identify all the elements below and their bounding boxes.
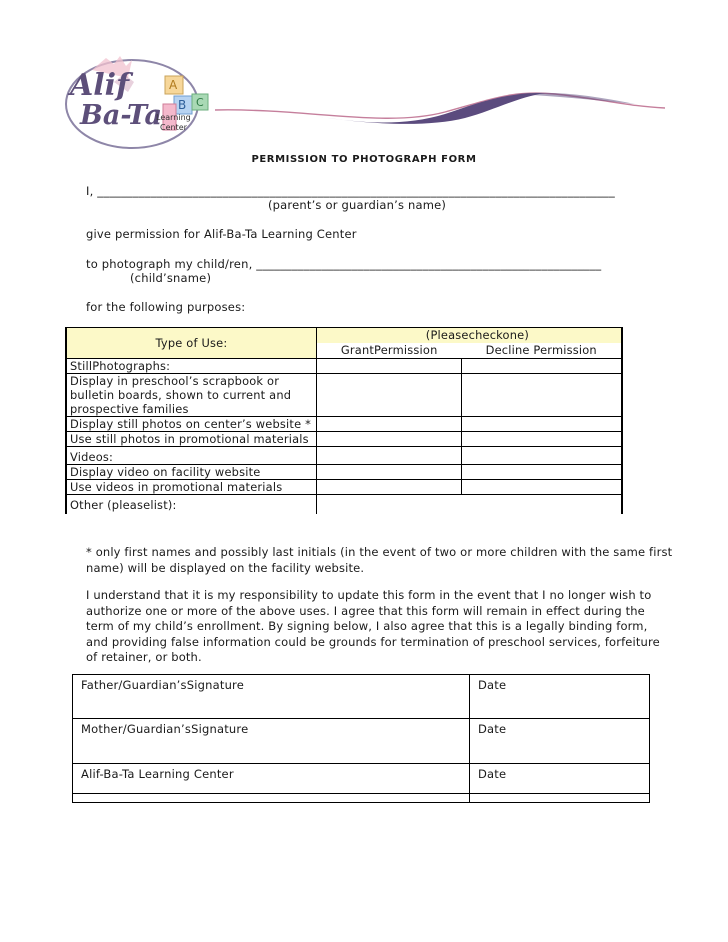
agreement-line5: of retainer, or both. [86, 650, 202, 665]
father-signature-label: Father/Guardian’sSignature [81, 678, 245, 692]
grant-checkbox-still-promo[interactable] [316, 432, 461, 447]
purposes-label: for the following purposes: [86, 300, 246, 314]
decline-checkbox-scrapbook[interactable] [461, 374, 622, 417]
permission-statement: give permission for Alif-Ba-Ta Learning Center [86, 227, 357, 241]
grant-checkbox-scrapbook[interactable] [316, 374, 461, 417]
blank-row-cell [470, 794, 650, 803]
center-signature-label: Alif-Ba-Ta Learning Center [81, 767, 234, 781]
section-still-photographs: StillPhotographs: [66, 359, 316, 374]
use-still-photos-website: Display still photos on center’s website * [66, 417, 316, 432]
mother-date-label: Date [478, 722, 507, 736]
decline-checkbox-video-promo[interactable] [461, 480, 622, 495]
father-date-field[interactable] [470, 675, 650, 719]
section-other: Other (pleaselist): [66, 495, 316, 515]
grant-checkbox-video-website[interactable] [316, 465, 461, 480]
use-video-promotional: Use videos in promotional materials [66, 480, 316, 495]
logo-text-line2: Ba-Ta [80, 100, 163, 131]
type-of-use-header-text: Type of Use: [155, 336, 228, 350]
mother-signature-field[interactable] [73, 719, 470, 764]
use-scrapbook-line2: bulletin boards, shown to current and [66, 388, 316, 402]
blank-row-cell [73, 794, 470, 803]
logo-subtext-line2: Center [160, 123, 187, 132]
decline-permission-header: Decline Permission [461, 343, 622, 359]
form-title: PERMISSION TO PHOTOGRAPH FORM [251, 154, 477, 165]
parent-name-caption: (parent’s or guardian’s name) [268, 198, 447, 212]
child-name-line[interactable]: to photograph my child/ren, __________________________________________________________ [86, 257, 602, 271]
use-scrapbook-line3: prospective families [66, 402, 316, 417]
logo-text-line1: Alif [70, 68, 129, 103]
signature-table [72, 674, 650, 803]
use-scrapbook-line1: Display in preschool’s scrapbook or [66, 374, 316, 389]
permission-uses-table [65, 327, 623, 514]
agreement-paragraph [86, 588, 660, 666]
center-date-label: Date [478, 767, 507, 781]
website-note-line2: name) will be displayed on the facility website. [86, 560, 365, 575]
empty-cell [316, 447, 461, 465]
use-still-photos-promotional: Use still photos in promotional materials [66, 432, 316, 447]
agreement-line2: authorize one or more of the above uses. I agree that this form will remain in effect during the [86, 603, 645, 618]
section-videos: Videos: [66, 447, 316, 465]
use-video-website: Display video on facility website [66, 465, 316, 480]
empty-cell [316, 359, 461, 374]
mother-signature-label: Mother/Guardian’sSignature [81, 722, 249, 736]
empty-cell [316, 495, 461, 515]
decline-checkbox-still-website[interactable] [461, 417, 622, 432]
website-note-line1: * only first names and possibly last initials (in the event of two or more children with the same first [86, 545, 673, 559]
agreement-line3: term of my child’s enrollment. By signing below, I also agree that this is a legally binding form, [86, 619, 648, 634]
parent-name-line[interactable]: I, _______________________________________________________________________________________ [86, 184, 615, 198]
logo-block-c: C [196, 96, 204, 109]
logo-block-a: A [169, 78, 178, 92]
alif-ba-ta-logo [62, 52, 212, 152]
empty-cell [461, 495, 622, 515]
center-date-field[interactable] [470, 764, 650, 794]
logo-block-b: B [178, 98, 187, 112]
decline-checkbox-still-promo[interactable] [461, 432, 622, 447]
decorative-wave [215, 88, 665, 130]
logo-subtext-line1: Learning [156, 113, 191, 122]
grant-permission-header: GrantPermission [316, 343, 461, 359]
grant-checkbox-video-promo[interactable] [316, 480, 461, 495]
child-name-caption: (child’sname) [130, 271, 212, 285]
website-note [86, 545, 672, 576]
agreement-line4: and providing false information could be grounds for termination of preschool services, forfeiture [86, 634, 660, 649]
mother-date-field[interactable] [470, 719, 650, 764]
father-signature-field[interactable] [73, 675, 470, 719]
empty-cell [461, 447, 622, 465]
father-date-label: Date [478, 678, 507, 692]
please-check-one-header: (Pleasecheckone) [316, 328, 622, 344]
type-of-use-header [66, 328, 316, 359]
agreement-line1: I understand that it is my responsibility to update this form in the event that I no longer wish to [86, 588, 652, 602]
center-signature-field[interactable] [73, 764, 470, 794]
grant-checkbox-still-website[interactable] [316, 417, 461, 432]
empty-cell [461, 359, 622, 374]
decline-checkbox-video-website[interactable] [461, 465, 622, 480]
